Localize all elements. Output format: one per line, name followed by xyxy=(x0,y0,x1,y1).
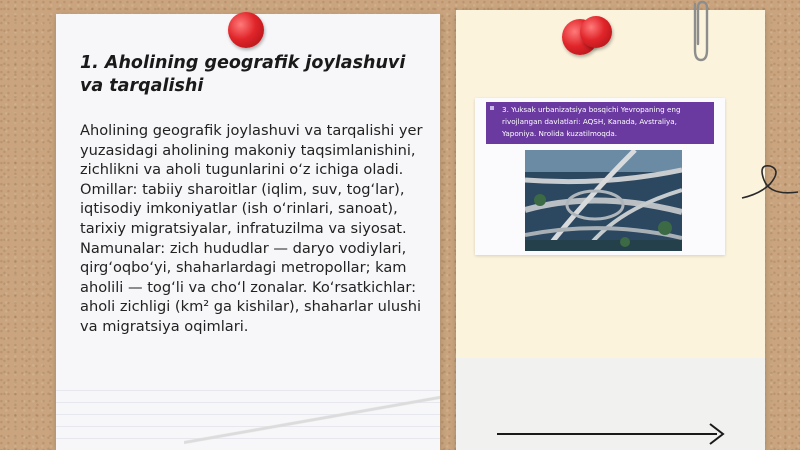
highway-interchange-image xyxy=(525,150,682,251)
left-note-paper xyxy=(56,14,440,450)
slide-caption: 3. Yuksak urbanizatsiya bosqichi Yevropaning eng rivojlangan davlatlari: AQSH, Kanada, Avstraliya, Yaponiya. Nrolida kuzatilmoqda. xyxy=(502,105,681,138)
interchange-illustration xyxy=(525,150,682,251)
string-squiggle-icon xyxy=(740,148,800,208)
arrow-line xyxy=(497,433,717,435)
note-body: Aholining geografik joylashuvi va tarqalishi yer yuzasidagi aholining makoniy taqsimlanishini, zichlikni va aholi tugunlarini o‘z ichiga oladi. Omillar: tabiiy sharoitlar (iqlim, suv, tog‘lar), iqtisodiy imkoniyatlar (ish o‘rinlari, sanoat), tarixiy migratsiyalar, infratuzilma va siyosat. Namunalar: zich hududlar — daryo vodiylari, qirg‘oqbo‘yi, shaharlardagi metropollar; kam aholili — tog‘li va cho‘l zonalar. Ko‘rsatkichlar: aholi zichligi (km² ga kishilar), shaharlar ulushi va migratsiya oqimlari. xyxy=(80,122,423,335)
bullet-icon xyxy=(490,106,494,110)
paperclip-icon xyxy=(686,0,716,64)
red-pin-icon xyxy=(580,16,612,48)
arrow-right-icon xyxy=(708,423,726,445)
red-pin-icon xyxy=(228,12,264,48)
slide-thumbnail xyxy=(475,98,725,255)
slide-banner xyxy=(486,102,714,144)
note-title: 1. Aholining geografik joylashuvi va tarqalishi xyxy=(80,53,406,96)
torn-edge xyxy=(184,392,440,450)
